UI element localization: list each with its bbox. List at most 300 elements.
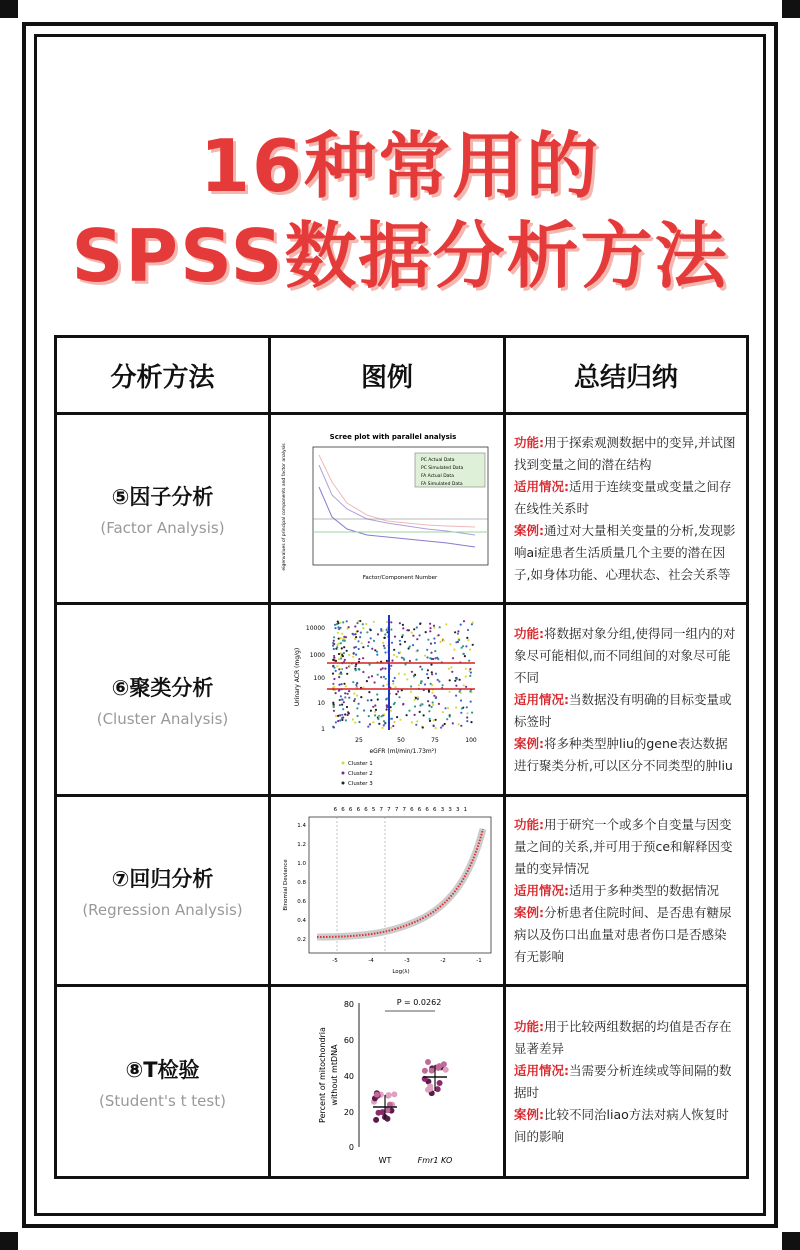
scatter-point — [470, 623, 472, 625]
legend-item: FA Actual Data — [420, 473, 454, 479]
scatter-point — [346, 714, 348, 716]
y-tick: 40 — [343, 1072, 354, 1081]
scatter-point — [455, 695, 457, 697]
scatter-point — [416, 638, 418, 640]
scope-label: 适用情况: — [514, 882, 569, 898]
scatter-point — [382, 720, 384, 722]
scatter-point — [431, 692, 433, 694]
x-tick: 25 — [354, 737, 363, 744]
scatter-point — [392, 654, 394, 656]
function-label: 功能: — [514, 1018, 544, 1034]
corner-mark-tl — [0, 0, 18, 18]
scatter-point — [418, 711, 420, 713]
scatter-point — [390, 642, 392, 644]
scatter-point — [360, 642, 362, 644]
function-text: 用于比较两组数据的均值是否存在显著差异 — [514, 1018, 732, 1056]
scatter-point — [383, 637, 385, 639]
scatter-point — [416, 720, 418, 722]
scatter-point — [384, 678, 386, 680]
scatter-point — [355, 684, 357, 686]
scatter-point — [358, 658, 360, 660]
scatter-point — [457, 630, 459, 632]
scatter-point — [384, 633, 386, 635]
y-tick: 20 — [343, 1108, 354, 1117]
scatter-point — [384, 722, 386, 724]
scatter-point — [357, 620, 359, 622]
y-axis-label-1: Percent of mitochondria — [317, 1027, 327, 1123]
scatter-point — [369, 637, 371, 639]
scatter-point — [468, 649, 470, 651]
scatter-point — [455, 706, 457, 708]
scatter-point — [392, 680, 394, 682]
scree-plot — [275, 417, 500, 597]
scatter-point — [424, 655, 426, 657]
scatter-point — [345, 650, 347, 652]
scatter-point — [378, 723, 380, 725]
scatter-point — [334, 670, 336, 672]
scatter-point — [343, 640, 345, 642]
scatter-point — [383, 647, 385, 649]
y-tick: 1.4 — [296, 822, 306, 829]
scatter-point — [356, 682, 358, 684]
y-axis-label-2: without mtDNA — [329, 1044, 339, 1106]
scatter-point — [340, 657, 342, 659]
scatter-point — [454, 631, 456, 633]
scatter-point — [390, 628, 392, 630]
x-tick: 75 — [430, 737, 439, 744]
scatter-point — [332, 683, 334, 685]
scatter-point — [408, 646, 410, 648]
scatter-point — [468, 660, 470, 662]
scatter-point — [338, 704, 340, 706]
scatter-point — [460, 707, 462, 709]
scatter-point — [438, 680, 440, 682]
scatter-point — [434, 673, 436, 675]
x-ticks — [355, 737, 477, 744]
scatter-point — [465, 645, 467, 647]
legend-item: PC Simulated Data — [420, 465, 463, 471]
scatter-point — [367, 715, 369, 717]
scatter-point — [345, 620, 347, 622]
scatter-point — [366, 631, 368, 633]
function-text: 用于探索观测数据中的变异,并试图找到变量之间的潜在结构 — [514, 434, 736, 472]
scatter-point — [335, 623, 337, 625]
scatter-point — [466, 712, 468, 714]
scatter-point — [402, 703, 404, 705]
scatter-point — [426, 656, 428, 658]
scatter-point — [337, 720, 339, 722]
scatter-point — [419, 682, 421, 684]
scatter-point — [392, 725, 394, 727]
scatter-point — [342, 652, 344, 654]
scatter-point — [448, 679, 450, 681]
scatter-point — [444, 707, 446, 709]
x-axis-label: Log(λ) — [391, 968, 410, 975]
scatter-point — [362, 657, 364, 659]
scatter-point — [385, 698, 387, 700]
group-label-ko: Fmr1 KO — [417, 1156, 452, 1165]
scatter-point — [446, 718, 448, 720]
scatter-point — [353, 647, 355, 649]
scatter-point — [348, 665, 350, 667]
scatter-point — [339, 719, 341, 721]
function-text: 用于研究一个或多个自变量与因变量之间的关系,并可用于预ce和解释因变量的变异情况 — [514, 816, 733, 876]
scatter-point — [417, 684, 419, 686]
table-row — [56, 986, 748, 1178]
scatter-point — [342, 716, 344, 718]
scatter-point — [445, 623, 447, 625]
scatter-point — [346, 673, 348, 675]
scatter-point — [392, 703, 394, 705]
scatter-point — [377, 718, 379, 720]
scatter-point — [334, 627, 336, 629]
scatter-point — [370, 675, 372, 677]
y-tick: 60 — [343, 1036, 354, 1045]
scatter-point — [379, 668, 381, 670]
scatter-point — [340, 647, 342, 649]
scatter-point — [385, 708, 387, 710]
scatter-point — [345, 706, 347, 708]
scatter-point — [416, 698, 418, 700]
scatter-point — [344, 719, 346, 721]
scatter-point — [380, 676, 382, 678]
scatter-point — [393, 721, 395, 723]
scatter-point — [403, 641, 405, 643]
data-point — [373, 1092, 379, 1098]
scatter-point — [367, 676, 369, 678]
scatter-point — [403, 673, 405, 675]
x-ticks — [332, 958, 481, 964]
scatter-point — [339, 652, 341, 654]
scatter-point — [342, 621, 344, 623]
t-test-dot-plot — [275, 987, 500, 1172]
scatter-point — [347, 626, 349, 628]
scatter-point — [413, 628, 415, 630]
scatter-point — [432, 725, 434, 727]
summary-cell — [505, 414, 748, 604]
function-label: 功能: — [514, 816, 544, 832]
scatter-point — [338, 658, 340, 660]
scatter-point — [354, 633, 356, 635]
data-point — [425, 1059, 431, 1065]
scatter-point — [433, 627, 435, 629]
scatter-point — [469, 701, 471, 703]
data-point — [421, 1068, 427, 1074]
data-point — [442, 1067, 448, 1073]
scatter-point — [441, 725, 443, 727]
scatter-point — [368, 664, 370, 666]
scatter-point — [453, 649, 455, 651]
scatter-point — [462, 684, 464, 686]
scatter-point — [446, 707, 448, 709]
scatter-point — [399, 643, 401, 645]
scatter-point — [357, 703, 359, 705]
scatter-point — [361, 623, 363, 625]
scatter-point — [462, 620, 464, 622]
x-tick: -3 — [403, 957, 410, 964]
scatter-point — [352, 681, 354, 683]
scatter-point — [333, 643, 335, 645]
scatter-point — [383, 713, 385, 715]
scatter-point — [339, 714, 341, 716]
scatter-point — [430, 671, 432, 673]
scatter-point — [339, 637, 341, 639]
scatter-point — [432, 719, 434, 721]
scatter-point — [431, 684, 433, 686]
scatter-point — [386, 621, 388, 623]
scatter-point — [458, 691, 460, 693]
scope-label: 适用情况: — [514, 478, 569, 494]
table-row — [56, 604, 748, 796]
scatter-point — [332, 665, 334, 667]
scatter-point — [342, 701, 344, 703]
error-band — [317, 829, 483, 937]
scatter-point — [434, 697, 436, 699]
scatter-point — [333, 686, 335, 688]
function-label: 功能: — [514, 625, 544, 641]
scatter-point — [356, 707, 358, 709]
scatter-point — [437, 703, 439, 705]
scope-label: 适用情况: — [514, 691, 569, 707]
summary-cell — [505, 986, 748, 1178]
scatter-point — [419, 623, 421, 625]
y-tick: 1000 — [309, 652, 325, 659]
x-tick: -5 — [331, 957, 338, 964]
scatter-point — [449, 643, 451, 645]
scatter-point — [398, 696, 400, 698]
scatter-point — [344, 685, 346, 687]
scatter-point — [332, 703, 334, 705]
scatter-point — [385, 660, 387, 662]
scatter-point — [385, 704, 387, 706]
x-tick: -4 — [367, 957, 374, 964]
legend-item: Cluster 2 — [347, 771, 373, 777]
scatter-point — [466, 716, 468, 718]
scatter-point — [358, 721, 360, 723]
scatter-point — [441, 684, 443, 686]
scatter-point — [397, 690, 399, 692]
scatter-point — [412, 675, 414, 677]
scatter-point — [451, 671, 453, 673]
scatter-point — [427, 677, 429, 679]
scatter-point — [385, 629, 387, 631]
function-label: 功能: — [514, 434, 544, 450]
scatter-point — [334, 692, 336, 694]
y-tick: 0.2 — [296, 936, 306, 943]
scatter-point — [359, 636, 361, 638]
scatter-point — [390, 665, 392, 667]
scatter-point — [422, 714, 424, 716]
scatter-point — [448, 715, 450, 717]
scatter-point — [460, 725, 462, 727]
scatter-point — [398, 622, 400, 624]
scatter-point — [332, 640, 334, 642]
scatter-point — [382, 676, 384, 678]
scatter-point — [354, 638, 356, 640]
group-label-wt: WT — [378, 1156, 391, 1165]
scatter-point — [466, 637, 468, 639]
data-point — [391, 1091, 397, 1097]
corner-mark-tr — [782, 0, 800, 18]
scatter-point — [345, 667, 347, 669]
scatter-point — [332, 648, 334, 650]
p-value: P = 0.0262 — [396, 998, 441, 1007]
scatter-point — [374, 649, 376, 651]
scatter-point — [357, 648, 359, 650]
scatter-point — [455, 678, 457, 680]
scatter-point — [332, 706, 334, 708]
scatter-point — [451, 657, 453, 659]
scatter-point — [470, 721, 472, 723]
scatter-point — [424, 631, 426, 633]
scatter-point — [338, 668, 340, 670]
figure-cell — [270, 986, 505, 1178]
scatter-point — [394, 686, 396, 688]
scatter-point — [443, 723, 445, 725]
scatter-point — [427, 639, 429, 641]
scatter-point — [374, 709, 376, 711]
scatter-point — [429, 623, 431, 625]
scatter-point — [409, 691, 411, 693]
scatter-point — [430, 652, 432, 654]
data-point — [428, 1068, 434, 1074]
y-ticks — [305, 625, 324, 733]
scatter-point — [469, 690, 471, 692]
scatter-point — [413, 705, 415, 707]
figure-cell — [270, 796, 505, 986]
scatter-point — [436, 679, 438, 681]
scatter-point — [441, 711, 443, 713]
scatter-point — [372, 640, 374, 642]
scatter-point — [429, 643, 431, 645]
scatter-points — [331, 620, 473, 729]
scatter-point — [413, 714, 415, 716]
scatter-point — [378, 716, 380, 718]
top-axis-labels: 6 6 6 6 6 5 7 7 7 7 6 6 6 6 3 3 3 1 — [333, 806, 468, 813]
scatter-point — [410, 632, 412, 634]
y-tick: 1.0 — [296, 860, 306, 867]
scatter-point — [465, 706, 467, 708]
scatter-point — [352, 656, 354, 658]
scatter-point — [406, 678, 408, 680]
scatter-point — [357, 640, 359, 642]
regression-deviance-plot — [275, 799, 500, 979]
scatter-point — [341, 714, 343, 716]
scatter-point — [348, 654, 350, 656]
scatter-point — [366, 699, 368, 701]
scatter-point — [415, 659, 417, 661]
case-label: 案例: — [514, 1106, 544, 1122]
scatter-point — [338, 699, 340, 701]
scatter-point — [340, 673, 342, 675]
scatter-point — [362, 627, 364, 629]
scatter-point — [333, 659, 335, 661]
scatter-point — [413, 699, 415, 701]
scatter-point — [429, 627, 431, 629]
case-text: 通过对大量相关变量的分析,发现影响ai症患者生活质量几个主要的潜在因子,如身体功能、心理状态、社会关系等 — [514, 522, 736, 582]
scatter-point — [405, 714, 407, 716]
header-figure: 图例 — [270, 337, 505, 414]
scope-label: 适用情况: — [514, 1062, 569, 1078]
scatter-point — [367, 726, 369, 728]
scatter-point — [468, 670, 470, 672]
scree-title: Scree plot with parallel analysis — [329, 432, 456, 441]
scatter-point — [439, 641, 441, 643]
figure-cell — [270, 414, 505, 604]
scatter-point — [353, 698, 355, 700]
case-label: 案例: — [514, 735, 544, 751]
scatter-point — [438, 626, 440, 628]
x-tick: -2 — [439, 957, 446, 964]
scatter-point — [344, 713, 346, 715]
scatter-point — [362, 671, 364, 673]
scatter-point — [397, 673, 399, 675]
case-text: 比较不同治liao方法对病人恢复时间的影响 — [514, 1106, 729, 1144]
scatter-point — [384, 668, 386, 670]
function-text: 将数据对象分组,使得同一组内的对象尽可能相似,而不同组间的对象尽可能不同 — [514, 625, 736, 685]
scatter-point — [462, 653, 464, 655]
scatter-point — [408, 660, 410, 662]
scatter-point — [370, 699, 372, 701]
scatter-point — [428, 710, 430, 712]
scatter-point — [372, 621, 374, 623]
scatter-point — [391, 660, 393, 662]
scatter-point — [392, 683, 394, 685]
scatter-point — [408, 710, 410, 712]
scatter-point — [363, 709, 365, 711]
x-tick: 50 — [396, 737, 405, 744]
methods-table — [54, 335, 749, 1179]
x-tick: 100 — [464, 737, 477, 744]
scatter-point — [434, 650, 436, 652]
method-name-cn: ⑥聚类分析 — [111, 675, 214, 700]
data-point — [434, 1086, 440, 1092]
scatter-point — [365, 623, 367, 625]
x-tick: -1 — [475, 957, 482, 964]
scatter-point — [341, 633, 343, 635]
scatter-point — [395, 693, 397, 695]
y-axis-label: eigenvalues of principal components and factor analysis — [281, 442, 287, 571]
scatter-point — [454, 680, 456, 682]
scatter-point — [380, 715, 382, 717]
scatter-point — [431, 701, 433, 703]
scatter-point — [340, 683, 342, 685]
scatter-point — [342, 638, 344, 640]
scatter-point — [338, 676, 340, 678]
scatter-point — [356, 622, 358, 624]
scatter-point — [340, 698, 342, 700]
legend-item: Cluster 3 — [347, 781, 373, 787]
scatter-point — [354, 625, 356, 627]
scatter-point — [382, 645, 384, 647]
scatter-point — [463, 655, 465, 657]
scatter-point — [430, 706, 432, 708]
method-name-cn: ⑦回归分析 — [111, 866, 214, 891]
scatter-point — [399, 719, 401, 721]
scatter-point — [396, 716, 398, 718]
data-point — [425, 1087, 431, 1093]
scatter-point — [428, 718, 430, 720]
scatter-point — [354, 665, 356, 667]
scatter-point — [427, 691, 429, 693]
x-axis-label: Factor/Component Number — [362, 574, 437, 581]
y-ticks — [297, 823, 306, 943]
scatter-point — [351, 718, 353, 720]
scatter-point — [464, 676, 466, 678]
scatter-point — [380, 628, 382, 630]
scatter-point — [426, 649, 428, 651]
scatter-point — [371, 648, 373, 650]
